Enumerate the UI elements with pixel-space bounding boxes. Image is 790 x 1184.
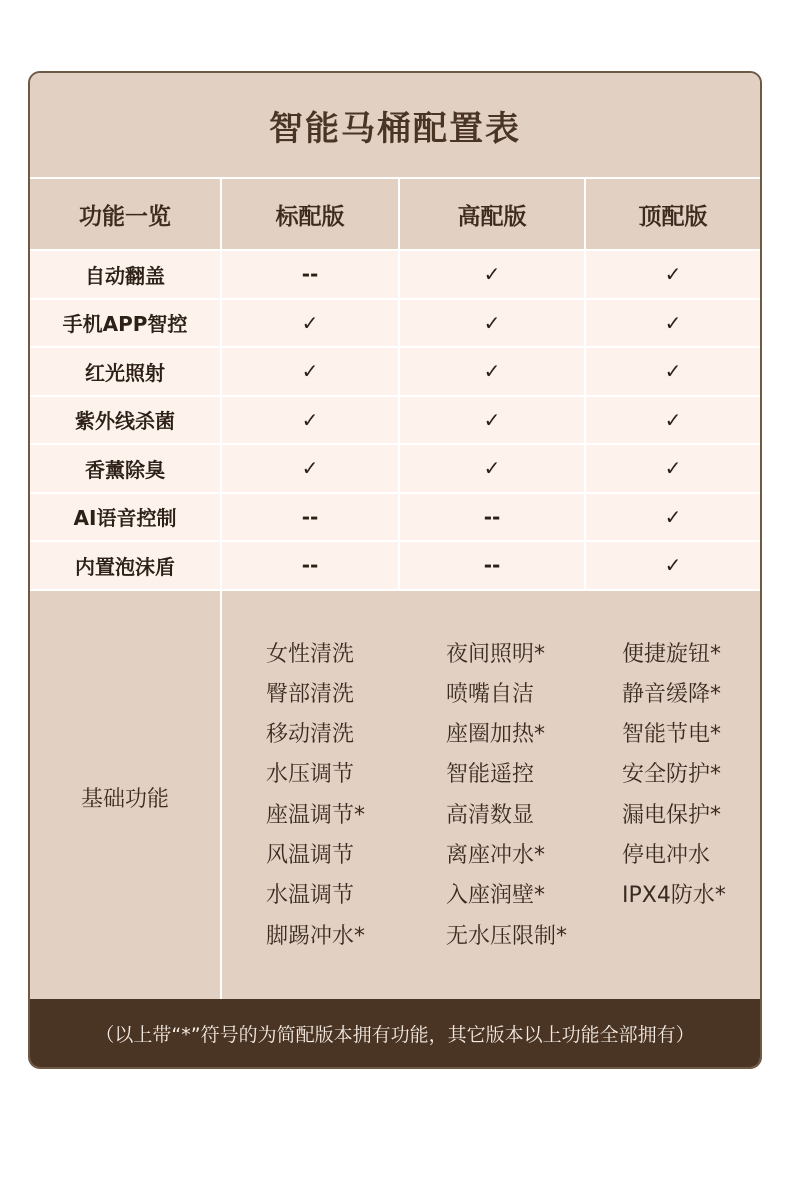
check-icon: ✓: [400, 445, 586, 492]
feature-rows: [30, 251, 760, 591]
header-feature: 功能一览: [30, 179, 222, 249]
dash-mark: --: [222, 542, 400, 589]
check-icon: ✓: [222, 300, 400, 347]
dash-mark: --: [400, 542, 586, 589]
basic-function-item: 无水压限制*: [446, 923, 568, 949]
check-icon: ✓: [400, 300, 586, 347]
check-icon: ✓: [664, 310, 682, 335]
check-icon: ✓: [400, 251, 586, 298]
basic-function-item: 座温调节*: [266, 802, 366, 828]
basic-function-item: 智能节电*: [622, 722, 722, 748]
basic-function-item: 女性清洗: [266, 641, 355, 667]
basic-function-item: IPX4防水*: [622, 883, 726, 909]
basic-function-item: 漏电保护*: [622, 802, 722, 828]
check-icon: ✓: [400, 397, 586, 444]
basic-column-3: [622, 635, 726, 917]
feature-row: [30, 251, 760, 300]
check-icon: ✓: [664, 407, 682, 432]
basic-label: 基础功能: [30, 591, 222, 1005]
check-icon: ✓: [664, 456, 682, 481]
header-standard: 标配版: [222, 179, 400, 249]
basic-function-item: 水压调节: [266, 762, 355, 788]
basic-function-item: 座圈加热*: [446, 722, 546, 748]
check-icon: ✓: [222, 397, 400, 444]
check-icon: ✓: [664, 553, 682, 578]
basic-function-item: 喷嘴自洁: [446, 681, 535, 707]
dash-mark: --: [222, 494, 400, 541]
check-icon: ✓: [222, 445, 400, 492]
basic-function-item: 便捷旋钮*: [622, 641, 722, 667]
feature-name: 自动翻盖: [30, 251, 222, 298]
basic-function-item: 静音缓降*: [622, 681, 722, 707]
feature-name: 手机APP智控: [30, 300, 222, 347]
feature-row: [30, 445, 760, 494]
basic-function-item: 安全防护*: [622, 762, 722, 788]
basic-function-item: 智能遥控: [446, 762, 535, 788]
footnote: （以上带“*”符号的为简配版本拥有功能，其它版本以上功能全部拥有）: [30, 999, 760, 1067]
feature-name: 紫外线杀菌: [30, 397, 222, 444]
basic-functions: [30, 591, 760, 1005]
feature-row: [30, 348, 760, 397]
feature-name: 香薰除臭: [30, 445, 222, 492]
check-icon: ✓: [222, 348, 400, 395]
basic-function-item: 入座润壁*: [446, 883, 546, 909]
basic-column-1: [266, 635, 365, 957]
check-icon: ✓: [400, 348, 586, 395]
basic-function-item: 脚踢冲水*: [266, 923, 366, 949]
basic-function-item: 水温调节: [266, 883, 355, 909]
table-title: 智能马桶配置表: [30, 73, 760, 179]
feature-name: 内置泡沫盾: [30, 542, 222, 589]
header-row: [30, 179, 760, 251]
dash-mark: --: [400, 494, 586, 541]
basic-function-item: 停电冲水: [622, 842, 711, 868]
basic-function-item: 风温调节: [266, 842, 355, 868]
dash-mark: --: [222, 251, 400, 298]
config-table: [28, 71, 762, 1069]
feature-name: AI语音控制: [30, 494, 222, 541]
feature-row: [30, 397, 760, 446]
feature-row: [30, 542, 760, 591]
basic-function-item: 夜间照明*: [446, 641, 546, 667]
basic-column-2: [446, 635, 567, 957]
basic-function-item: 高清数显: [446, 802, 535, 828]
basic-function-item: 离座冲水*: [446, 842, 546, 868]
basic-function-item: 移动清洗: [266, 722, 355, 748]
check-icon: ✓: [664, 359, 682, 384]
feature-name: 红光照射: [30, 348, 222, 395]
basic-columns: [222, 591, 760, 1005]
header-high: 高配版: [400, 179, 586, 249]
feature-row: [30, 494, 760, 543]
check-icon: ✓: [664, 262, 682, 287]
header-top: 顶配版: [638, 203, 708, 230]
basic-function-item: 臀部清洗: [266, 681, 355, 707]
check-icon: ✓: [664, 504, 682, 529]
feature-row: [30, 300, 760, 349]
